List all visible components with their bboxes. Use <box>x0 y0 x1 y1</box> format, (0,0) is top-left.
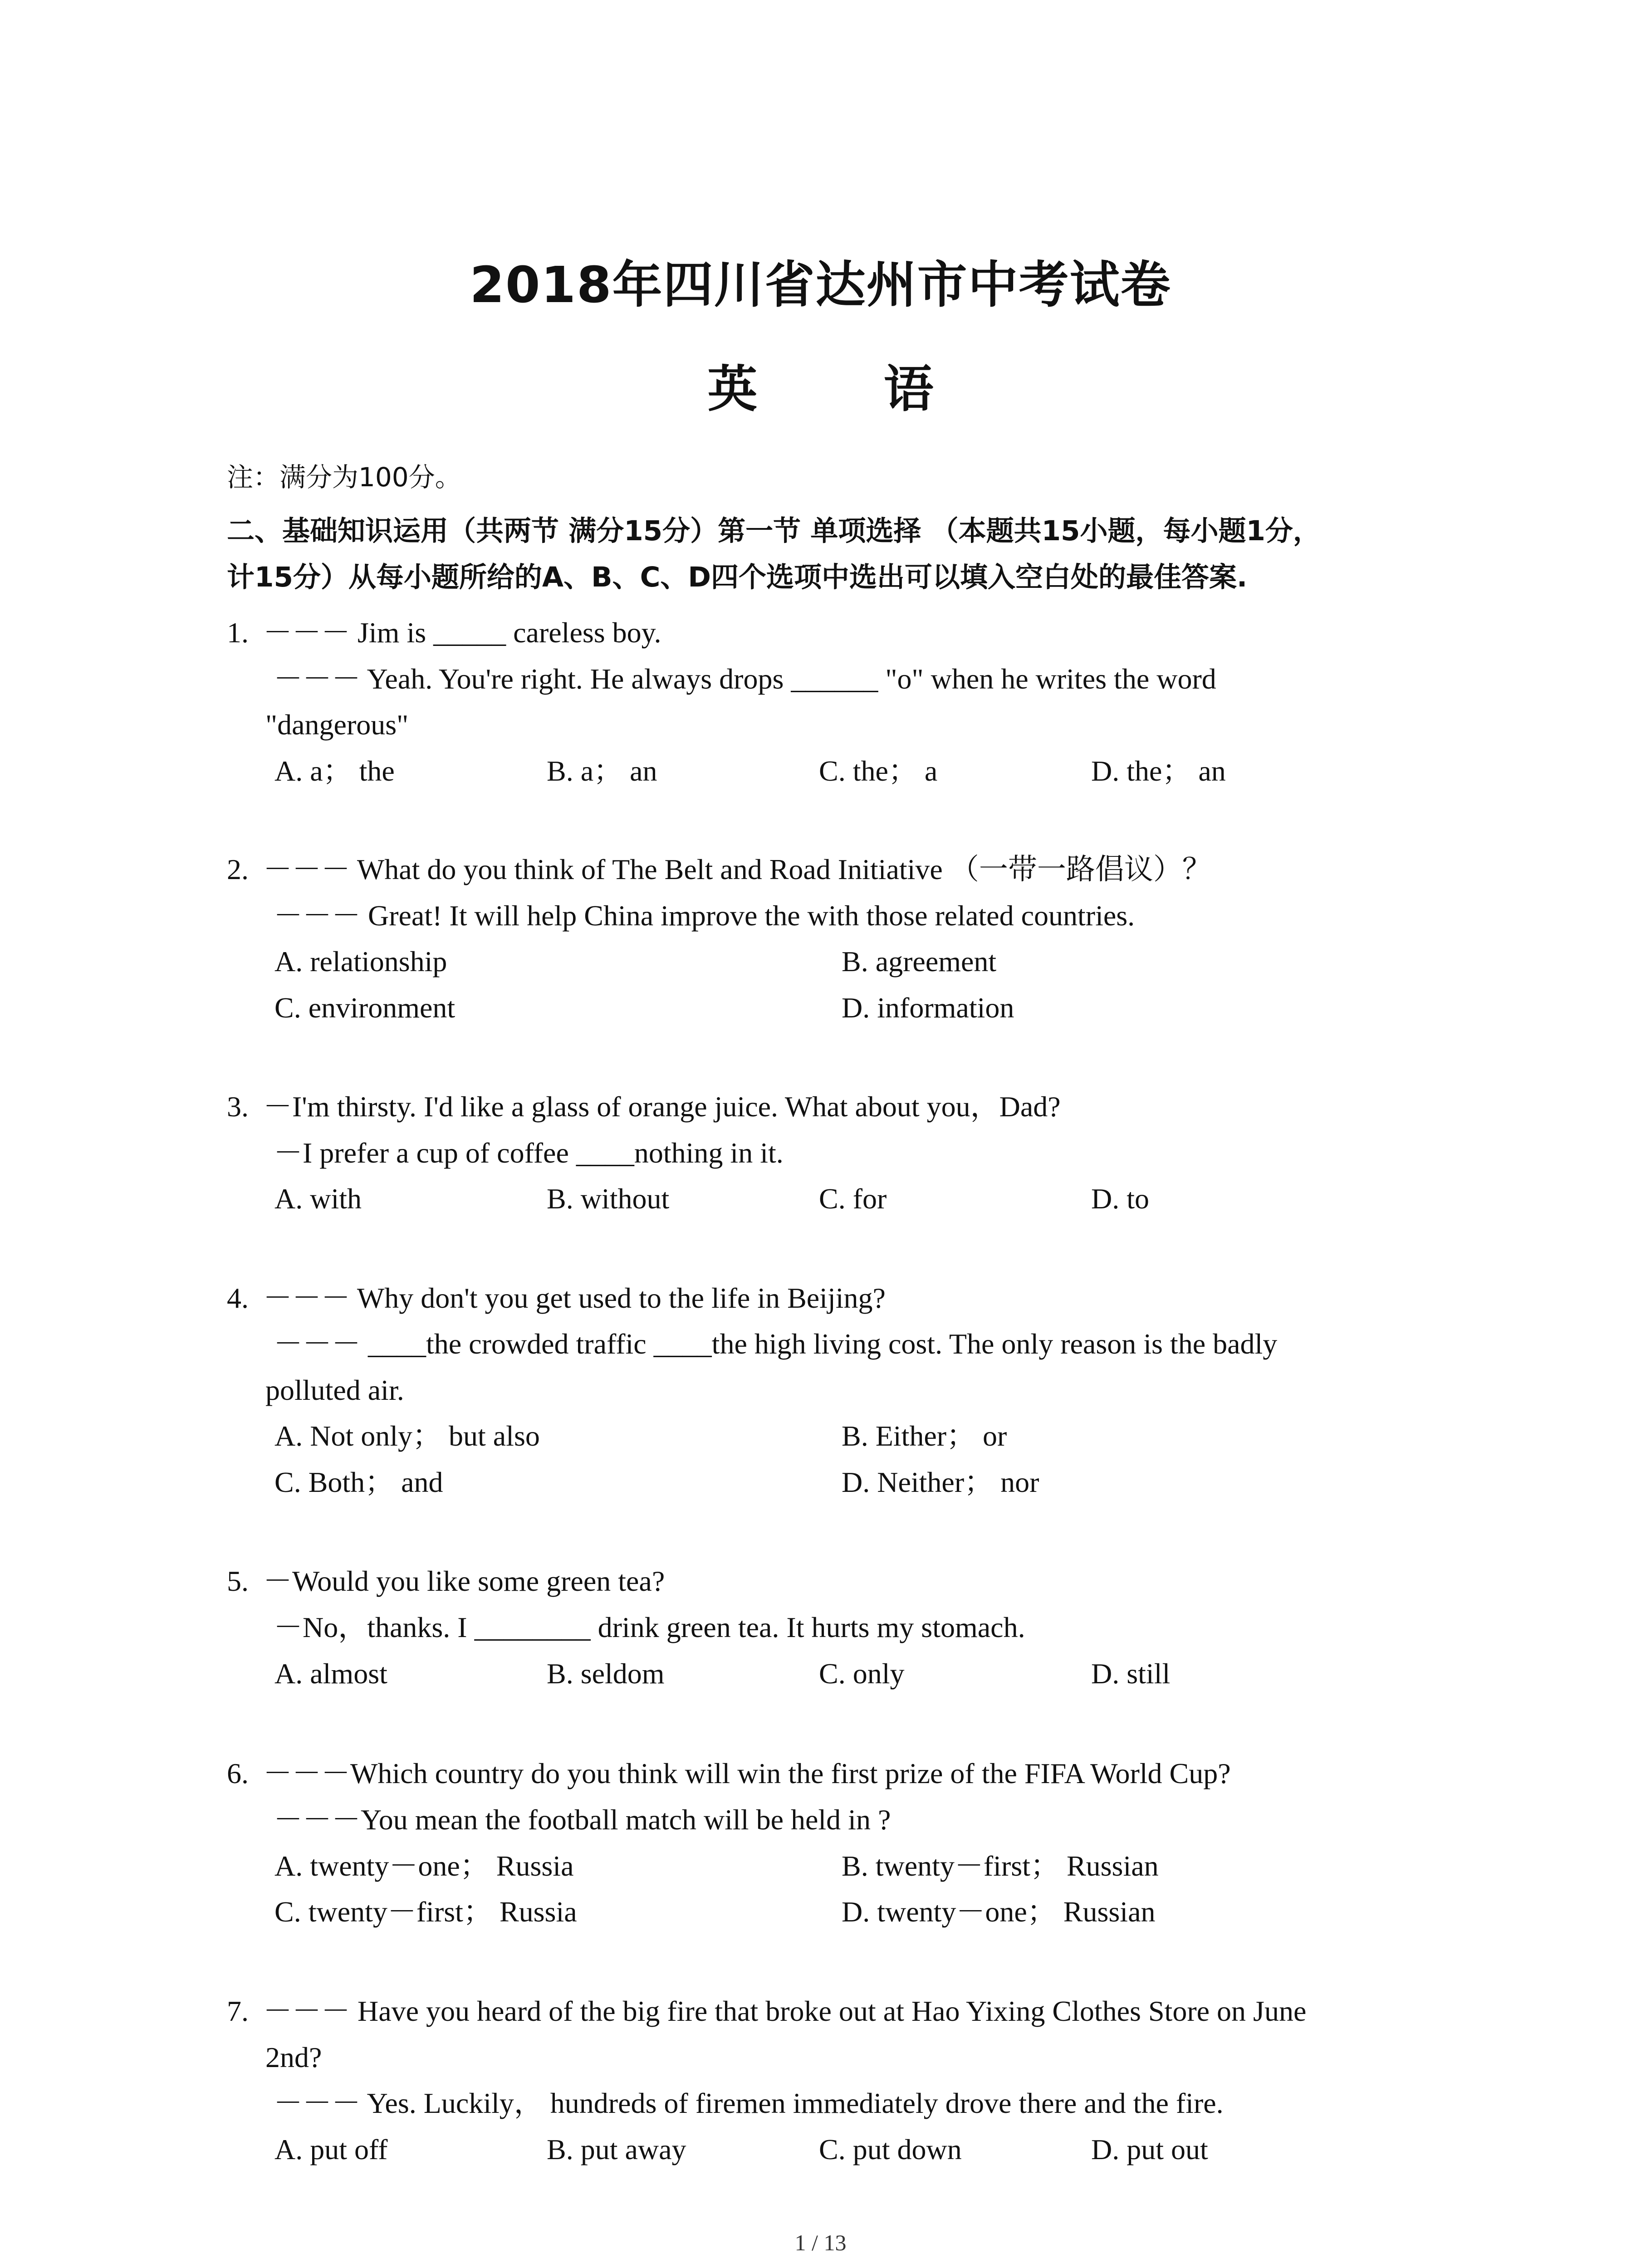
option-a[interactable]: A. Not only； but also <box>274 1420 540 1452</box>
question-line: －－－ What do you think of The Belt and Road Initiative （一带一路倡议）？ <box>263 853 1211 885</box>
question-number: 6. －－－Which country do you think will win the first prize of the FIFA World Cup? <box>227 1757 1231 1789</box>
option-c[interactable]: C. only <box>819 1657 905 1690</box>
question-line: －－－ ____the crowded traffic ____the high living cost. The only reason is the badly <box>274 1328 1278 1360</box>
option-a[interactable]: A. relationship <box>274 945 447 978</box>
question-number: 2. －－－ What do you think of The Belt and Road Initiative （一带一路倡议）？ <box>227 853 1211 885</box>
option-a[interactable]: A. put off <box>274 2133 388 2165</box>
question-number: 1. －－－ Jim is _____ careless boy. <box>227 616 661 649</box>
option-a[interactable]: A. a； the <box>274 755 395 787</box>
option-c[interactable]: C. Both； and <box>274 1466 443 1498</box>
option-d[interactable]: D. Neither； nor <box>842 1466 1039 1498</box>
option-b[interactable]: B. Either； or <box>842 1420 1007 1452</box>
question-number: 3. －I'm thirsty. I'd like a glass of orange juice. What about you，Dad? <box>227 1090 1061 1123</box>
option-a[interactable]: A. with <box>274 1183 362 1215</box>
option-d[interactable]: D. twenty－one； Russian <box>842 1896 1156 1928</box>
question-line: －－－ Why don't you get used to the life in Beijing? <box>263 1282 886 1314</box>
option-d[interactable]: D. to <box>1091 1183 1149 1215</box>
option-c[interactable]: C. the； a <box>819 755 938 787</box>
question-number: 4. －－－ Why don't you get used to the life in Beijing? <box>227 1282 886 1314</box>
score-note: 注：满分为100分。 <box>227 462 461 493</box>
question-number: 5. －Would you like some green tea? <box>227 1565 665 1597</box>
option-b[interactable]: B. agreement <box>842 945 997 978</box>
option-b[interactable]: B. without <box>547 1183 670 1215</box>
question-line: －－－ Jim is _____ careless boy. <box>263 616 661 649</box>
question-line: "dangerous" <box>265 709 409 741</box>
question-line: －I prefer a cup of coffee ____nothing in it. <box>274 1137 784 1169</box>
option-d[interactable]: D. put out <box>1091 2133 1208 2165</box>
option-b[interactable]: B. a； an <box>547 755 657 787</box>
question-line: －－－ Great! It will help China improve the with those related countries. <box>274 899 1135 932</box>
option-b[interactable]: B. put away <box>547 2133 686 2165</box>
option-b[interactable]: B. seldom <box>547 1657 665 1690</box>
page-number: 1 / 13 <box>794 2230 847 2255</box>
option-d[interactable]: D. the； an <box>1091 755 1226 787</box>
question-line: －I'm thirsty. I'd like a glass of orange juice. What about you，Dad? <box>263 1090 1061 1123</box>
question-line: －－－ Yeah. You're right. He always drops ______ "o" when he writes the word <box>274 663 1216 695</box>
option-b[interactable]: B. twenty－first； Russian <box>842 1850 1159 1882</box>
option-c[interactable]: C. for <box>819 1183 887 1215</box>
option-a[interactable]: A. almost <box>274 1657 387 1690</box>
question-line: －－－ Yes. Luckily， hundreds of firemen immediately drove there and the fire. <box>274 2087 1224 2119</box>
option-d[interactable]: D. still <box>1091 1657 1171 1690</box>
option-d[interactable]: D. information <box>842 992 1014 1024</box>
page-subtitle: 英 语 <box>707 360 988 418</box>
page-title: 2018年四川省达州市中考试卷 <box>470 256 1171 314</box>
option-c[interactable]: C. twenty－first； Russia <box>274 1896 577 1928</box>
section-instructions <box>227 508 1479 601</box>
option-c[interactable]: C. put down <box>819 2133 962 2165</box>
question-line: －No，thanks. I ________ drink green tea. It hurts my stomach. <box>274 1611 1025 1643</box>
section-line-1: 二、基础知识运用（共两节 满分15分）第一节 单项选择 （本题共15小题，每小题1分， <box>227 515 1321 547</box>
section-line-2: 计15分）从每小题所给的A、B、C、D四个选项中选出可以填入空白处的最佳答案. <box>227 561 1248 593</box>
question-line: －Would you like some green tea? <box>263 1565 665 1597</box>
option-c[interactable]: C. environment <box>274 992 456 1024</box>
option-a[interactable]: A. twenty－one； Russia <box>274 1850 574 1882</box>
question-line: －－－Which country do you think will win the first prize of the FIFA World Cup? <box>263 1757 1231 1789</box>
question-line: 2nd? <box>265 2041 322 2073</box>
question-line: polluted air. <box>265 1374 404 1406</box>
question-number: 7. －－－ Have you heard of the big fire that broke out at Hao Yixing Clothes Store on June <box>227 1995 1307 2027</box>
question-line: －－－You mean the football match will be held in ? <box>274 1804 891 1836</box>
question-line: －－－ Have you heard of the big fire that broke out at Hao Yixing Clothes Store on June <box>263 1995 1307 2027</box>
